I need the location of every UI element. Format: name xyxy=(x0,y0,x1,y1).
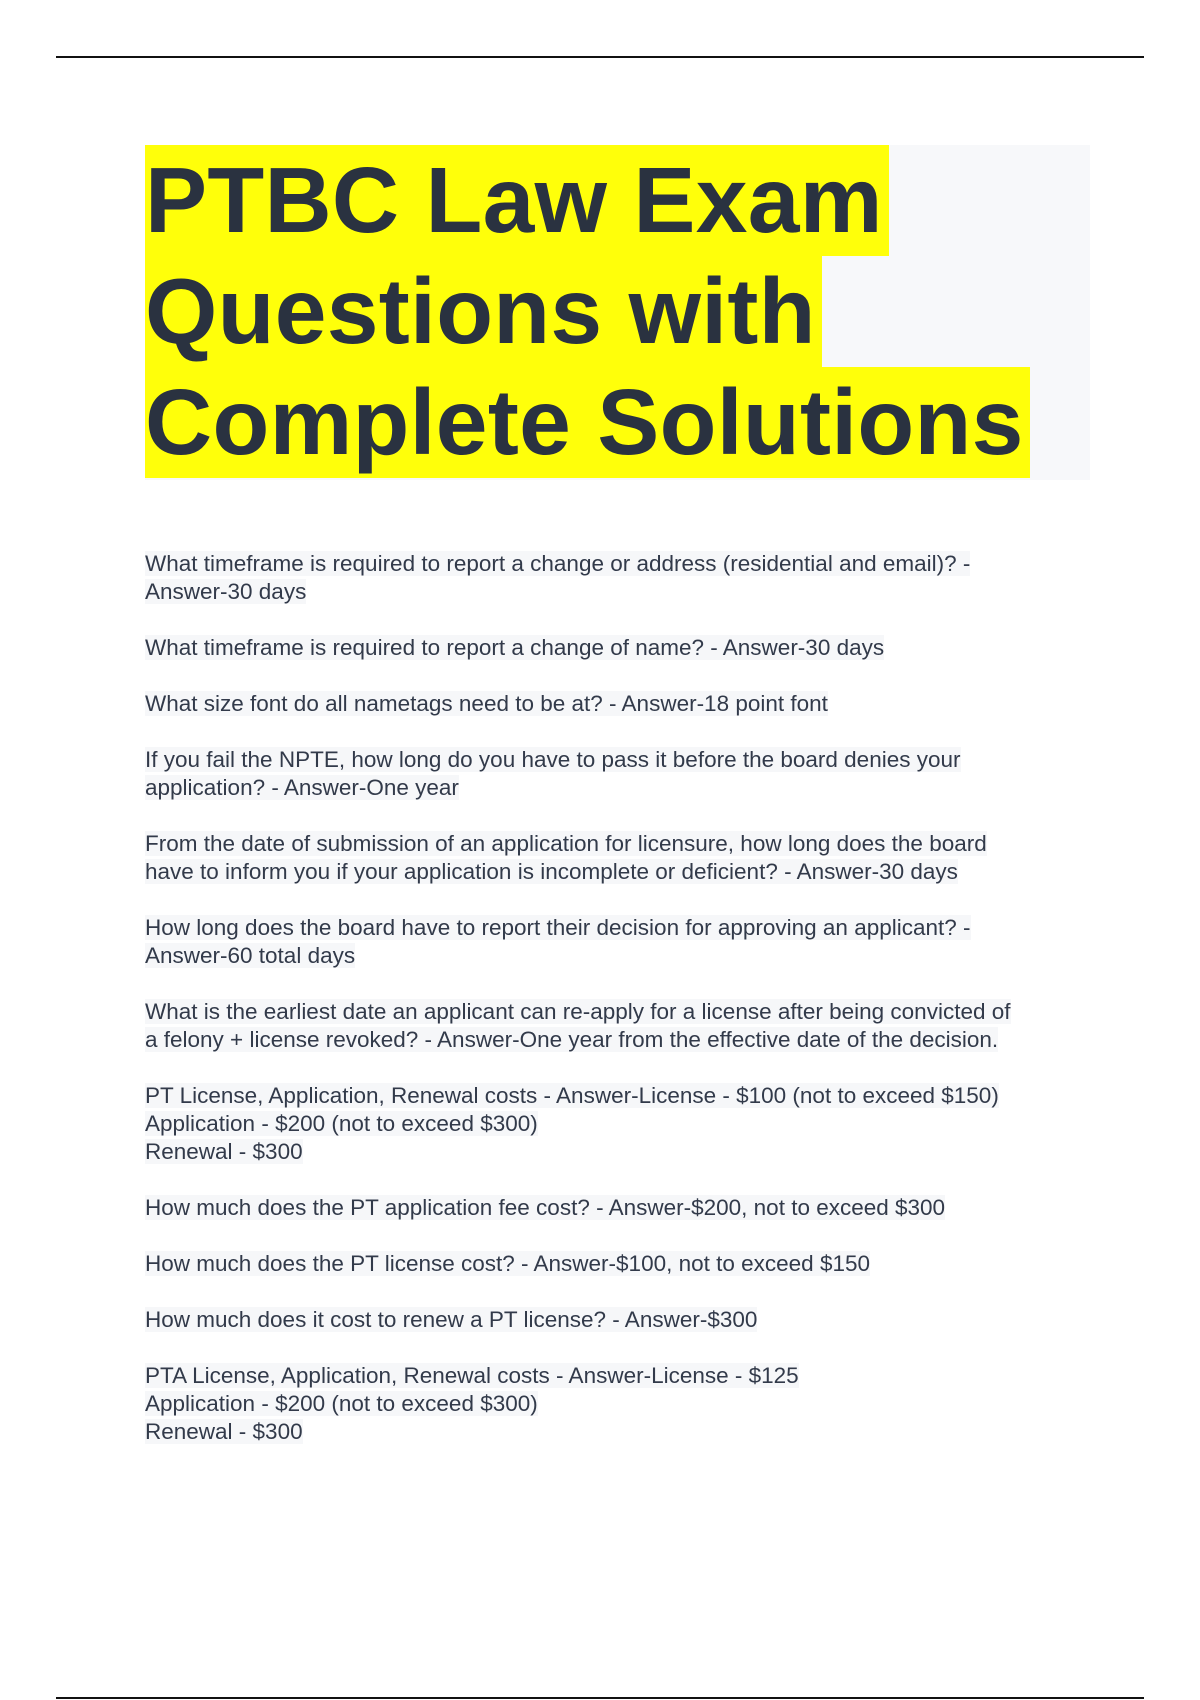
title-block xyxy=(145,145,1090,480)
page-title xyxy=(145,145,1090,478)
title-line-1: PTBC Law Exam xyxy=(145,145,889,256)
qa-line: From the date of submission of an application for licensure, how long does the board xyxy=(145,831,987,856)
qa-line: What timeframe is required to report a change of name? - Answer-30 days xyxy=(145,635,885,660)
qa-line: How much does the PT license cost? - Answer-$100, not to exceed $150 xyxy=(145,1251,870,1276)
title-line-2: Questions with xyxy=(145,256,822,367)
qa-line: What size font do all nametags need to be at? - Answer-18 point font xyxy=(145,691,828,716)
qa-line: What timeframe is required to report a change or address (residential and email)? - xyxy=(145,551,971,576)
qa-item xyxy=(145,550,1090,606)
qa-item xyxy=(145,1250,1090,1278)
qa-item xyxy=(145,634,1090,662)
qa-line: PTA License, Application, Renewal costs - Answer-License - $125 xyxy=(145,1363,799,1388)
qa-line: How much does it cost to renew a PT license? - Answer-$300 xyxy=(145,1307,758,1332)
qa-item xyxy=(145,1194,1090,1222)
title-line-3: Complete Solutions xyxy=(145,367,1030,478)
qa-item xyxy=(145,914,1090,970)
bottom-rule xyxy=(56,1697,1144,1699)
qa-line: If you fail the NPTE, how long do you have to pass it before the board denies your xyxy=(145,747,961,772)
qa-item xyxy=(145,690,1090,718)
qa-item xyxy=(145,1362,1090,1446)
qa-line: Renewal - $300 xyxy=(145,1139,303,1164)
qa-line: PT License, Application, Renewal costs - Answer-License - $100 (not to exceed $150) xyxy=(145,1083,999,1108)
qa-line: Answer-60 total days xyxy=(145,943,356,968)
qa-item xyxy=(145,1082,1090,1166)
qa-line: application? - Answer-One year xyxy=(145,775,459,800)
qa-list xyxy=(145,550,1090,1474)
qa-line: How much does the PT application fee cost? - Answer-$200, not to exceed $300 xyxy=(145,1195,946,1220)
qa-line: have to inform you if your application is incomplete or deficient? - Answer-30 days xyxy=(145,859,958,884)
qa-line: Renewal - $300 xyxy=(145,1419,303,1444)
qa-line: a felony + license revoked? - Answer-One year from the effective date of the decision. xyxy=(145,1027,999,1052)
qa-line: Application - $200 (not to exceed $300) xyxy=(145,1111,538,1136)
qa-line: Answer-30 days xyxy=(145,579,307,604)
top-rule xyxy=(56,56,1144,58)
qa-item xyxy=(145,1306,1090,1334)
qa-item xyxy=(145,746,1090,802)
qa-line: What is the earliest date an applicant can re-apply for a license after being convicted of xyxy=(145,999,1011,1024)
qa-line: Application - $200 (not to exceed $300) xyxy=(145,1391,538,1416)
qa-line: How long does the board have to report their decision for approving an applicant? - xyxy=(145,915,971,940)
qa-item xyxy=(145,830,1090,886)
qa-item xyxy=(145,998,1090,1054)
